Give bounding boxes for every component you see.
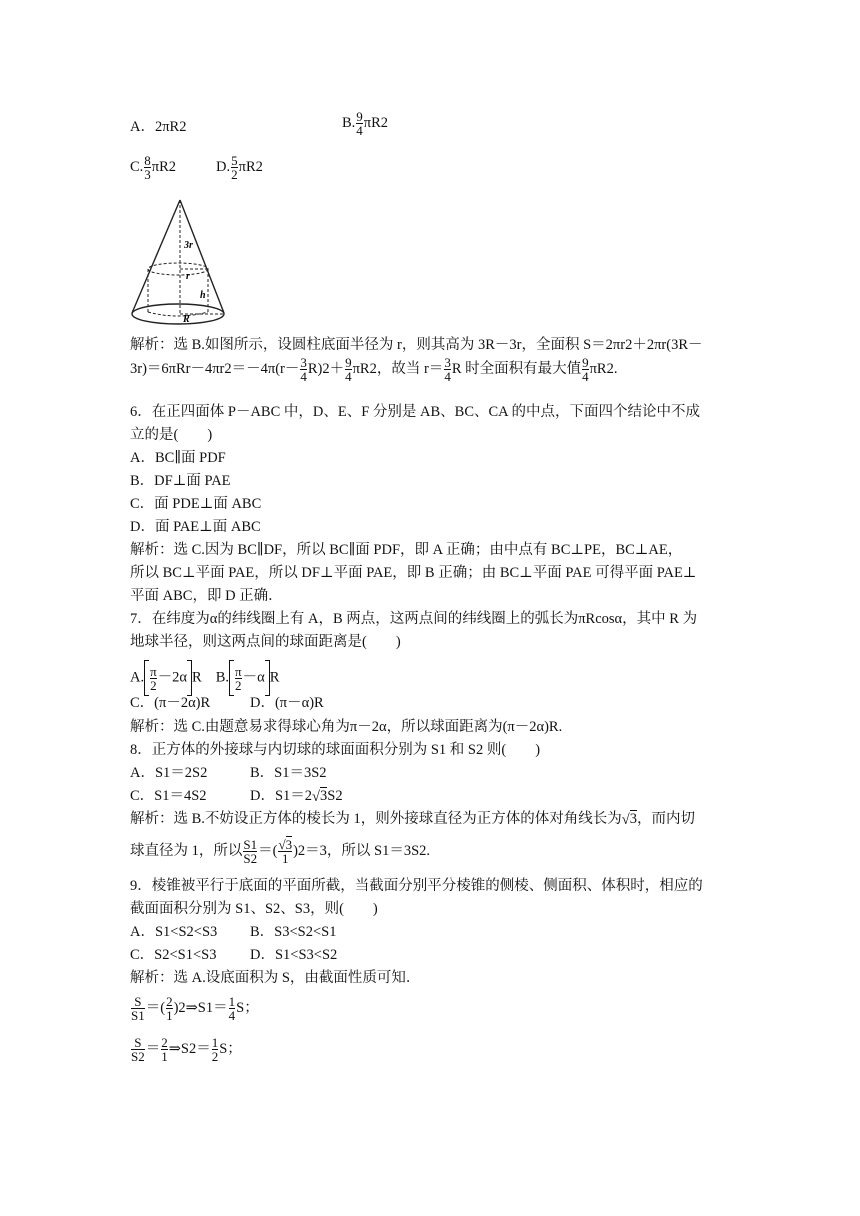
fraction: $\frac{8}{3}$	[144, 153, 151, 182]
fraction: $\frac{3}{4}$	[444, 355, 451, 384]
fraction: $\frac{1}{2}$	[211, 1035, 219, 1064]
fraction: $\frac{9}{4}$	[345, 355, 352, 384]
sqrt-sign: √	[278, 837, 286, 852]
q6-stem-line-2: 立的是( )	[130, 427, 213, 443]
label-R: R	[183, 314, 190, 325]
label-h: h	[200, 290, 206, 301]
q8-solution-line-1: 解析：选 B.不妨设正方体的棱长为 1，则外接球直径为正方体的体对角线长为√3，而内切	[130, 811, 696, 828]
q9-stem-line-1: 9．棱锥被平行于底面的平面所截，当截面分别平分棱锥的侧棱、侧面积、体积时，相应的	[130, 878, 703, 894]
fraction: $\frac{S}{S2}$	[131, 1035, 145, 1064]
q6-option-b: B．DF⊥面 PAE	[130, 473, 231, 489]
q6-option-c: C．面 PDE⊥面 ABC	[130, 496, 262, 512]
q6-stem-line-1: 6．在正四面体 P－ABC 中，D、E、F 分别是 AB、BC、CA 的中点，下面四个结论中不成	[130, 404, 700, 420]
q9-solution: 解析：选 A.设底面积为 S，由截面性质可知．	[130, 970, 421, 986]
fraction: $\frac{9}{4}$	[582, 355, 589, 384]
sqrt-sign: √	[621, 811, 630, 828]
fraction: $\frac{1}{4}$	[228, 994, 236, 1023]
q6-solution-line-3: 平面 ABC，即 D 正确．	[130, 588, 283, 604]
q9-solution-eq-1: $\frac{S}{S1}$ ＝( $\frac{2}{1}$ )2⇒S1＝ $\frac{1}{4}$ S；	[131, 994, 259, 1023]
q5-solution-line-2: 3r)＝6πRr－4πr2＝－4π(r－ $\frac{3}{4}$ R)2＋ $\frac{9}{4}$ πR2，故当 r＝ $\frac{3}{4}$ R 时全面积有最大值 $\frac{9}{4}$ πR2.	[130, 355, 618, 384]
q7-option-c: C．(π－2α)R	[130, 695, 211, 711]
q7-stem-line-2: 地球半径，则这两点间的球面距离是( )	[130, 634, 401, 650]
fraction: $\frac{\pi}{2}$	[150, 663, 157, 693]
q5-option-b: B. $\frac{9}{4}$ πR2	[342, 109, 389, 138]
q6-option-a: A．BC∥面 PDF	[130, 450, 226, 466]
q8-solution-line-2: 球直径为 1，所以 $\frac{S1}{S2}$ ＝( $\frac{√3}{1}$ )2＝3，所以 S1＝3S2.	[130, 837, 431, 866]
q5-solution-line-1: 解析：选 B.如图所示，设圆柱底面半径为 r，则其高为 3R－3r，全面积 S＝2πr2＋2πr(3R－	[130, 337, 703, 353]
q6-solution-line-2: 所以 BC⊥平面 PAE，所以 DF⊥平面 PAE，即 B 正确；由 BC⊥平面 PAE 可得平面 PAE⊥	[130, 565, 697, 581]
q6-option-d: D．面 PAE⊥面 ABC	[130, 519, 261, 535]
fraction: $\frac{5}{2}$	[231, 153, 238, 182]
fraction: $\frac{2}{1}$	[166, 994, 173, 1023]
q8-stem: 8．正方体的外接球与内切球的球面面积分别为 S1 和 S2 则( )	[130, 742, 541, 758]
q9-option-a: A．S1<S2<S3	[130, 924, 218, 940]
q8-option-c: C．S1＝4S2	[130, 788, 207, 804]
label-3r: 3r	[184, 240, 193, 251]
fraction: $\frac{√3}{1}$	[278, 837, 293, 866]
q8-option-d: D．S1＝2√3S2	[250, 788, 343, 805]
q9-solution-eq-2: $\frac{S}{S2}$ ＝ $\frac{2}{1}$ ⇒S2＝ $\frac{1}{2}$ S；	[131, 1035, 242, 1064]
q6-solution-line-1: 解析：选 C.因为 BC∥DF，所以 BC∥面 PDF，即 A 正确；由中点有 BC⊥PE，BC⊥AE，	[130, 542, 683, 558]
fraction: $\frac{3}{4}$	[300, 355, 307, 384]
q8-option-b: B．S1＝3S2	[250, 765, 327, 781]
q7-stem-line-1: 7．在纬度为α的纬线圈上有 A，B 两点，这两点间的纬线圈上的弧长为πRcosα，其中 R 为	[130, 611, 698, 627]
fraction: $\frac{9}{4}$	[356, 109, 363, 138]
q7-options-a-b: A. $\frac{\pi}{2}$ －2α R B. $\frac{\pi}{2}$ －α R	[130, 660, 279, 696]
q7-solution: 解析：选 C.由题意易求得球心角为π－2α，所以球面距离为(π－2α)R.	[130, 719, 563, 735]
q5-option-a: A．2πR2	[130, 119, 187, 135]
sqrt-sign: √	[312, 788, 321, 805]
q9-option-d: D．S1<S3<S2	[250, 947, 338, 963]
fraction: $\frac{S1}{S2}$	[243, 837, 258, 866]
fraction: $\frac{S}{S1}$	[131, 994, 145, 1023]
q5-option-c-d: C. $\frac{8}{3}$ πR2 D. $\frac{5}{2}$ πR2	[130, 153, 263, 182]
q9-option-c: C．S2<S1<S3	[130, 947, 217, 963]
q8-option-a: A．S1＝2S2	[130, 765, 208, 781]
q9-stem-line-2: 截面面积分别为 S1、S2、S3，则( )	[130, 901, 378, 917]
q9-option-b: B．S3<S2<S1	[250, 924, 337, 940]
q7-option-d: D．(π－α)R	[250, 695, 324, 711]
fraction: $\frac{2}{1}$	[161, 1035, 168, 1064]
cone-cylinder-figure	[128, 196, 228, 330]
fraction: $\frac{\pi}{2}$	[235, 663, 242, 693]
label-r: r	[186, 271, 190, 282]
